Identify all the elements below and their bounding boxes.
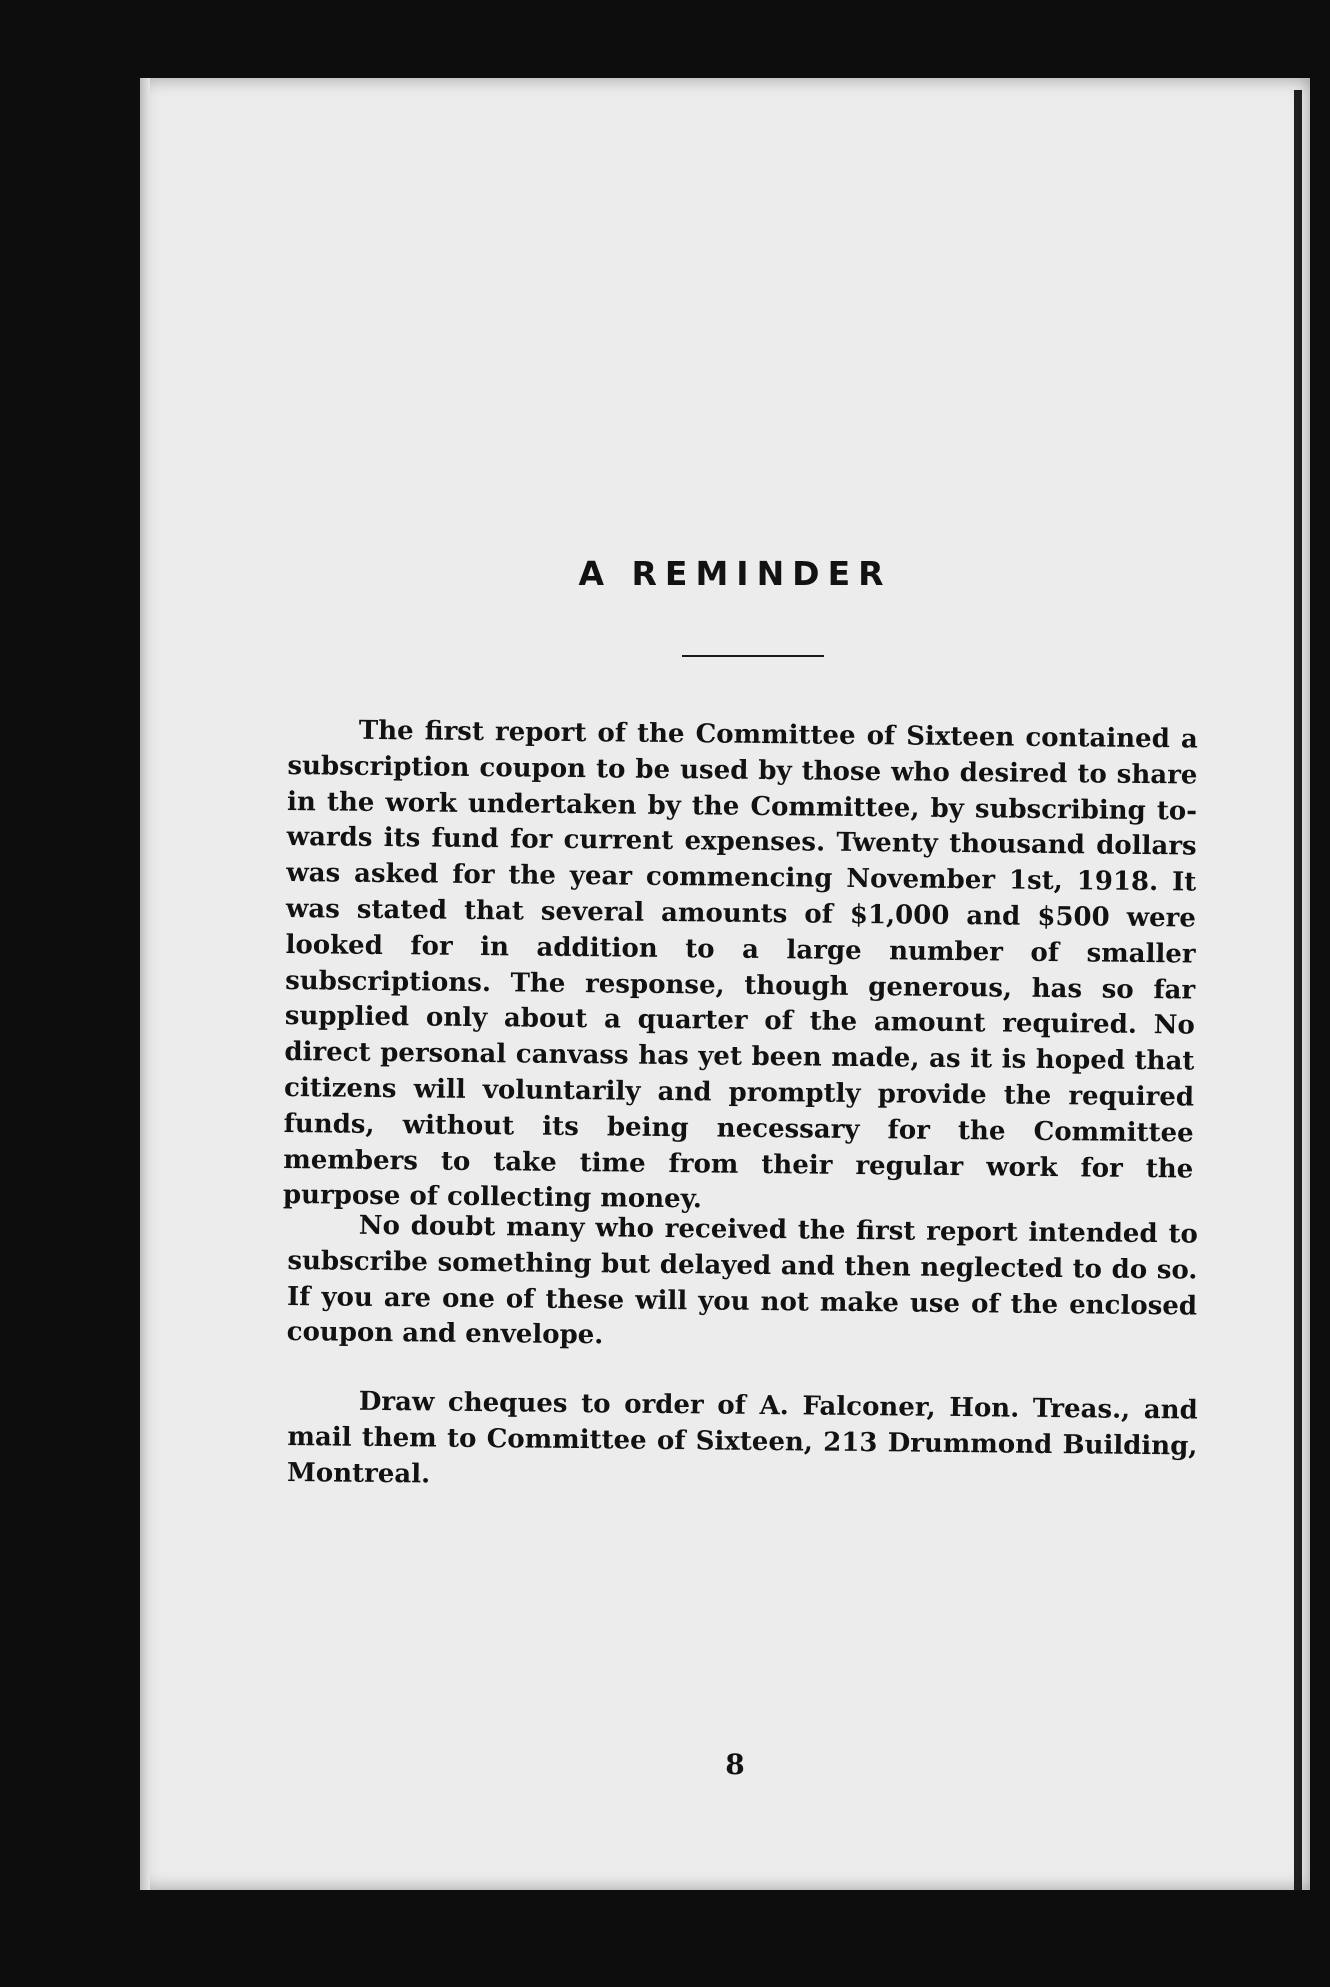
paragraph-subscription-report: The first report of the Committee of Sixteen contained a subscription coupon to be used by those who desired to share in the work undertaken by the Committee, by subscribing to-wards its fund for current expenses. Twenty thousand dollars was asked for the year commencing November 1st, 1918. It was stated that several amounts of $1,000 and $500 were looked for in addition to a large number of smaller subscriptions. The response, though generous, has so far supplied only about a quarter of the amount required. No direct personal canvass has yet been made, as it is hoped that citizens will voluntarily and promptly provide the required funds, without its being necessary for the Committee members to take time from their regular work for the purpose of collecting money.	[282, 715, 1198, 1215]
title-divider	[682, 655, 824, 657]
page-content	[280, 0, 1198, 1987]
paragraph-payment-instructions: Draw cheques to order of A. Falconer, Hon. Treas., and mail them to Committee of Sixteen, 213 Drummond Building, Montreal.	[286, 1386, 1198, 1490]
page-binding-edge	[140, 78, 150, 1890]
paragraph-reminder-request: No doubt many who received the first report intended to subscribe something but delayed and then neglected to do so. If you are one of these will you not make use of the enclosed coupon and envelope.	[286, 1210, 1198, 1351]
page-number: 8	[725, 1748, 745, 1781]
page-right-shadow	[1294, 90, 1302, 1890]
page-title: A REMINDER	[578, 554, 892, 593]
